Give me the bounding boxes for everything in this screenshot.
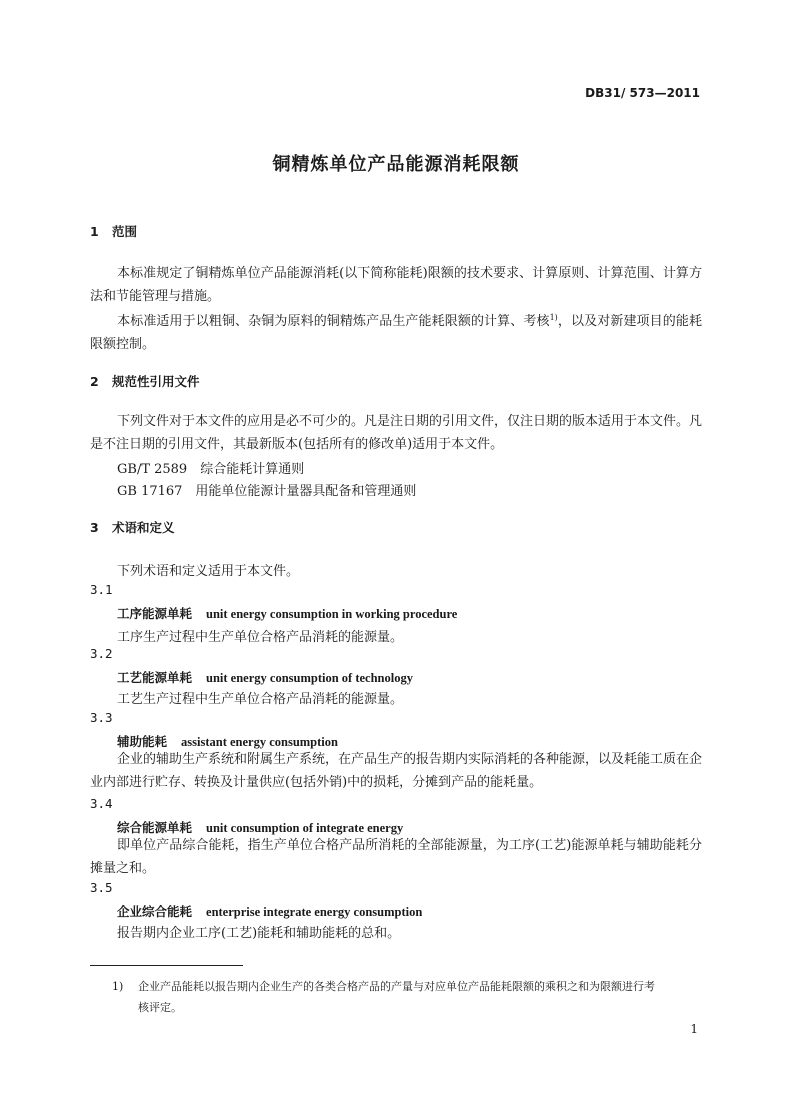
term-heading <box>117 604 457 622</box>
term-en: unit consumption of integrate energy <box>206 821 404 835</box>
footnote-ref: 1) <box>549 313 558 322</box>
section-number: 1 <box>90 224 99 239</box>
document-title: 铜精炼单位产品能源消耗限额 <box>272 154 520 175</box>
footnote-rule <box>90 965 243 966</box>
term-number: 3.2 <box>90 646 113 661</box>
term-definition: 工序生产过程中生产单位合格产品消耗的能源量。 <box>117 630 404 645</box>
term-en: unit energy consumption of technology <box>206 671 413 685</box>
term-number: 3.4 <box>90 796 113 811</box>
term-en: assistant energy consumption <box>181 735 338 749</box>
term-en: enterprise integrate energy consumption <box>206 905 423 919</box>
standard-number: DB31/ 573—2011 <box>585 86 700 100</box>
footnote <box>112 976 702 1018</box>
term-definition <box>90 748 702 794</box>
section-1-paragraph-2 <box>90 306 702 356</box>
reference-1: GB/T 2589 综合能耗计算通则 <box>117 462 305 477</box>
term-definition: 报告期内企业工序(工艺)能耗和辅助能耗的总和。 <box>117 926 401 941</box>
term-definition <box>90 834 702 880</box>
page-number: 1 <box>690 1022 698 1036</box>
section-2-paragraph-1 <box>90 410 702 456</box>
section-title: 术语和定义 <box>112 520 175 535</box>
footnote-text-continued: 核评定。 <box>138 1001 182 1014</box>
paragraph-text: 本标准规定了铜精炼单位产品能源消耗(以下简称能耗)限额的技术要求、计算原则、计算范围、计算方法和节能管理与措施。 <box>90 266 702 304</box>
section-number: 2 <box>90 374 99 389</box>
term-zh: 综合能源单耗 <box>117 820 193 835</box>
term-definition: 工艺生产过程中生产单位合格产品消耗的能源量。 <box>117 692 404 707</box>
section-3-heading <box>90 518 175 536</box>
section-title: 范围 <box>112 224 138 239</box>
term-number: 3.3 <box>90 710 113 725</box>
section-2-heading <box>90 372 200 390</box>
term-zh: 工序能源单耗 <box>117 606 193 621</box>
section-title: 规范性引用文件 <box>112 374 200 389</box>
paragraph-text: 本标准适用于以粗铜、杂铜为原料的铜精炼产品生产能耗限额的计算、考核 <box>117 314 550 329</box>
term-number: 3.1 <box>90 582 113 597</box>
section-number: 3 <box>90 520 99 535</box>
term-number: 3.5 <box>90 880 113 895</box>
paragraph-text: 下列文件对于本文件的应用是必不可少的。凡是注日期的引用文件，仅注日期的版本适用于本文件。凡是不注日期的引用文件，其最新版本(包括所有的修改单)适用于本文件。 <box>90 414 703 452</box>
paragraph-text: 企业的辅助生产系统和附属生产系统，在产品生产的报告期内实际消耗的各种能源，以及耗能工质在企业内部进行贮存、转换及计量供应(包括外销)中的损耗，分摊到产品的能耗量。 <box>90 752 703 790</box>
section-3-intro: 下列术语和定义适用于本文件。 <box>117 564 300 579</box>
term-heading <box>117 902 422 920</box>
term-en: unit energy consumption in working procedure <box>206 607 458 621</box>
term-heading <box>117 668 413 686</box>
term-zh: 辅助能耗 <box>117 734 168 749</box>
paragraph-text: 即单位产品综合能耗，指生产单位合格产品所消耗的全部能源量，为工序(工艺)能源单耗与辅助能耗分摊量之和。 <box>90 838 702 876</box>
paragraph-text: ，以及对新建项目的能耗限额控制。 <box>90 314 702 352</box>
footnote-text: 企业产品能耗以报告期内企业生产的各类合格产品的产量与对应单位产品能耗限额的乘积之和为限额进行考 <box>138 980 655 993</box>
term-zh: 工艺能源单耗 <box>117 670 193 685</box>
section-1-paragraph-1 <box>90 262 702 308</box>
section-1-heading <box>90 222 137 240</box>
term-zh: 企业综合能耗 <box>117 904 193 919</box>
footnote-mark: 1) <box>112 980 124 993</box>
reference-2: GB 17167 用能单位能源计量器具配备和管理通则 <box>117 484 417 499</box>
